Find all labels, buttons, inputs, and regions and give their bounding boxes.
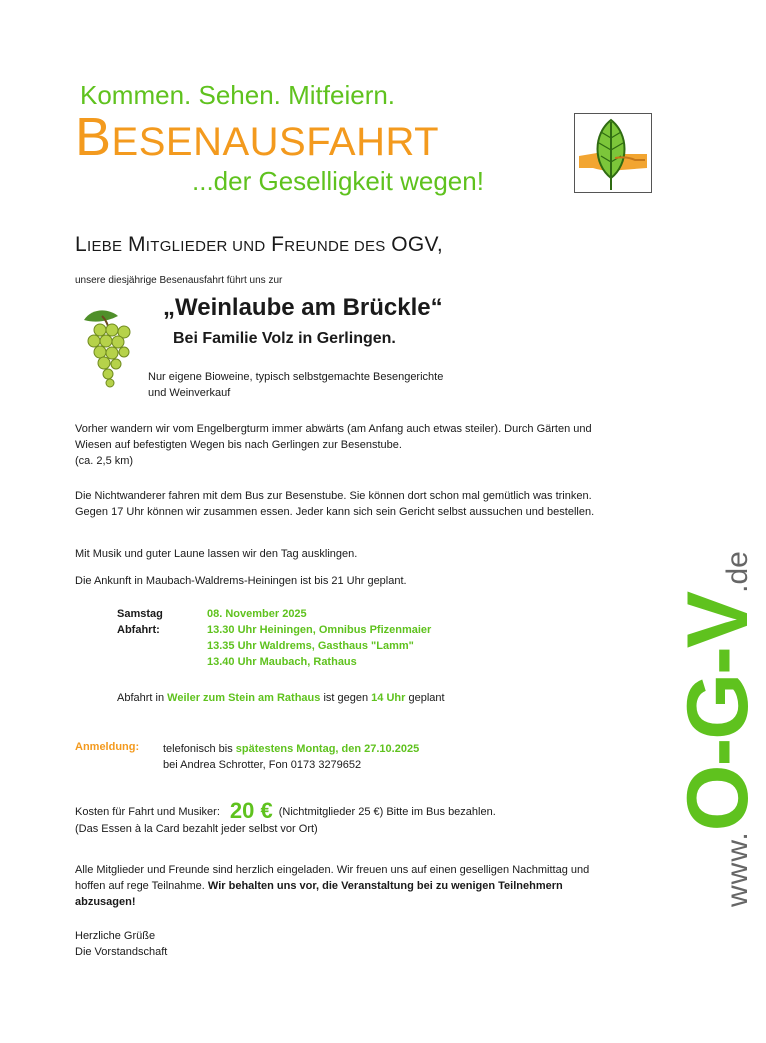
departure-item: 13.40 Uhr Maubach, Rathaus <box>207 656 357 668</box>
costs: Kosten für Fahrt und Musiker: 20 € (Nichtmitglieder 25 €) Bitte im Bus bezahlen. <box>75 798 496 823</box>
intro-text: unsere diesjährige Besenausfahrt führt uns zur <box>75 275 283 286</box>
arrival-paragraph: Die Ankunft in Maubach-Waldrems-Heiningen ist bis 21 Uhr geplant. <box>75 575 407 587</box>
cancellation-note: Wir behalten uns vor, die Veranstaltung bei zu wenigen Teilnehmern abzusagen! <box>75 880 563 908</box>
website-brand: www. O-G-V .de <box>670 551 766 907</box>
page-title <box>75 106 439 168</box>
tagline: Kommen. Sehen. Mitfeiern. <box>80 80 396 110</box>
leaf-icon <box>575 114 651 192</box>
return-trip: Abfahrt in Weiler zum Stein am Rathaus ist gegen 14 Uhr geplant <box>117 692 445 704</box>
greeting: LIEBE MITGLIEDER UND FREUNDE DES OGV, <box>75 233 443 256</box>
leaf-hand-logo <box>574 113 652 193</box>
title-rest: ESENAUSFAHRT <box>111 120 440 164</box>
schedule-values <box>207 606 431 670</box>
hike-paragraph: Vorher wandern wir vom Engelbergturm immer abwärts (am Anfang auch etwas steiler). Durch Gärten und Wiesen auf befestigten Wegen bis nach Gerlingen zur Besenstube. (ca. 2,5 km) <box>75 423 592 467</box>
departure-item: 13.30 Uhr Heiningen, Omnibus Pfizenmaier <box>207 624 432 636</box>
invitation-paragraph: Alle Mitglieder und Freunde sind herzlich eingeladen. Wir freuen uns auf einen geselligen Nachmittag und hoffen auf rege Teilnahme. Wir behalten uns vor, die Veranstaltung bei zu wenigen Teilnehmern abzusagen! <box>75 864 590 908</box>
schedule-labels: Samstag Abfahrt: <box>117 608 163 636</box>
departure-item: 13.35 Uhr Waldrems, Gasthaus "Lamm" <box>207 640 414 652</box>
grapes-icon <box>78 306 138 390</box>
venue-features: Nur eigene Bioweine, typisch selbstgemachte Besengerichte und Weinverkauf <box>148 371 444 399</box>
registration-text: telefonisch bis spätestens Montag, den 27.10.2025 bei Andrea Schrotter, Fon 0173 3279652 <box>163 743 420 771</box>
registration-deadline: spätestens Montag, den 27.10.2025 <box>235 743 420 755</box>
closing: Herzliche Grüße Die Vorstandschaft <box>75 930 168 958</box>
food-note: (Das Essen à la Card bezahlt jeder selbst vor Ort) <box>75 823 318 835</box>
registration-label: Anmeldung: <box>75 741 140 753</box>
event-date: 08. November 2025 <box>207 608 307 620</box>
bus-paragraph: Die Nichtwanderer fahren mit dem Bus zur Besenstube. Sie können dort schon mal gemütlich was trinken. Gegen 17 Uhr können wir zusammen essen. Jeder kann sich sein Gericht selbst aussuchen und bestellen. <box>75 490 595 518</box>
price: 20 € <box>229 798 273 823</box>
venue-host: Bei Familie Volz in Gerlingen. <box>173 330 396 347</box>
signature: Die Vorstandschaft <box>75 946 168 958</box>
brand-name: O-G-V <box>670 592 766 832</box>
registration-contact: bei Andrea Schrotter, Fon 0173 3279652 <box>163 759 362 771</box>
venue-name: „Weinlaube am Brückle“ <box>163 294 443 321</box>
subtitle: ...der Geselligkeit wegen! <box>192 166 484 196</box>
title-initial: B <box>75 107 112 167</box>
music-paragraph: Mit Musik und guter Laune lassen wir den Tag ausklingen. <box>75 548 358 560</box>
